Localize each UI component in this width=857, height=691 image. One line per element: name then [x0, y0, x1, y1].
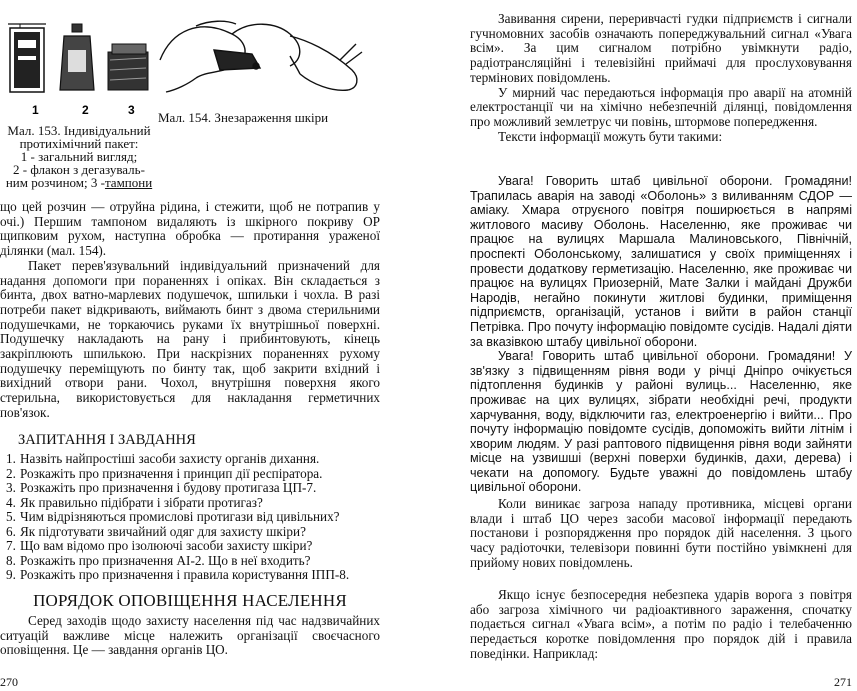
list-item: 4. Як правильно підібрати і зібрати протигаз?: [6, 494, 263, 510]
fig153-caption-line: 1 - загальний вигляд;: [20, 149, 138, 164]
page-number-left: 270: [0, 675, 18, 689]
fig153-caption-line: [2, 176, 156, 189]
packet-general-view-icon: [8, 24, 46, 92]
right-paragraph-5: Якщо існує безпосередня небезпека ударів ворога з повітря або загроза хімічного чи радіоактивного зараження, спочатку подається сигнал «Увага всім», а потім по радіо і телебаченню передається коротке повідомлення про порядок дій і правила поведінки. Наприклад:: [470, 587, 852, 661]
fig153-caption: [2, 124, 156, 189]
list-item: 5. Чим відрізняються промислові протигази від цивільних?: [6, 509, 340, 524]
list-item: 3. Розкажіть про призначення і будову протигаза ЦП-7.: [6, 480, 317, 495]
questions-list: [0, 452, 380, 583]
hands-decontamination-icon: [160, 21, 362, 92]
right-paragraph-2: У мирний час передаються інформація про аварії на атомній електростанції чи на хімічно небезпечній ділянці, повідомлення про можливий землетрус чи повінь, штормове попередження.: [470, 84, 852, 129]
tampons-icon: [108, 44, 148, 90]
questions-title: ЗАПИТАННЯ І ЗАВДАННЯ: [18, 432, 196, 448]
fig153-caption-line: протихімічний пакет:: [19, 136, 139, 151]
fig153-caption-underlined: тампони: [104, 175, 153, 190]
fig153-caption-text: ним розчином; 3 -: [5, 175, 105, 190]
right-paragraph-1: Завивання сирени, переривчасті гудки підприємств і сигнали гучномовних засобів означають попереджувальний сигнал «Увага всім». За цим сигналом потрібно увімкнути радіо, радіотрансляційні і телевізійні приймачі для прослуховування термінових повідомлень.: [470, 11, 852, 85]
quote-flood-warning: Увага! Говорить штаб цивільної оборони. Громадяни! У зв'язку з підвищенням рівня води у річці Дніпро очікується підтоплення будинків у районі вулиць... Населенню, яке проживає на цих вулицях, зібрати необхідні речі, продукти харчування, воду, відключити газ, електроенергію і вийти... Про почуту інформацію повідомте сусідів, допоможіть вийти літнім і хворим людям. У разі раптового підвищення рівня води зайняти місце на узвишші (верхні поверхи будинків, дахи, дерева) і чекати на допомогу. Будьте уважні до повідомлень штабу цивільної оборони.: [470, 349, 852, 495]
fig153-caption-line: Мал. 153. Індивідуальний: [7, 123, 151, 138]
list-item: 7. Що вам відомо про ізолюючі засоби захисту шкіри?: [6, 538, 313, 553]
flask-icon: [60, 24, 94, 90]
quote-ammonia-accident: Увага! Говорить штаб цивільної оборони. Громадяни! Трапилась аварія на заводі «Оболонь» з виливанням СДОР — аміаку. Хмара отруєного повітря поширюється в напрямі житлового масиву Оболонь. Населенню, яке проживає чи працює на вулицях Маршала Малиновського, Північній, проспекті Оболонському, залишатися у своїх приміщеннях і провести додаткову герметизацію. Населенню, яке проживає чи працює на вулицях Приозерній, Мате Залки і майдані Дружби Народів, негайно покинути житлові будинки, приміщення підприємств, організацій, установ і вийти в район станції Петрівка. Про почуту інформацію повідомте сусідів. Надалі діяти за вказівкою штабу цивільної оборони.: [470, 174, 852, 349]
page-number-right: 271: [834, 675, 852, 689]
list-item: 6. Як підготувати звичайний одяг для захисту шкіри?: [6, 523, 306, 539]
list-item: 8. Розкажіть про призначення АІ-2. Що в неї входить?: [6, 552, 311, 568]
list-item: 9. Розкажіть про призначення і правила користування ІПП-8.: [6, 567, 350, 582]
right-paragraph-3: Тексти інформації можуть бути такими:: [498, 128, 723, 144]
left-paragraph-1: що цей розчин — отруйна рідина, і стежити, щоб не потрапив у очі.) Першим тампоном видаляють із шкірного покриву ОР щипковим рухом, наступна обробка — протирання ураженої ділянки (мал. 154).: [0, 199, 380, 259]
list-item: 2. Розкажіть про призначення і принцип дії респіратора.: [6, 465, 323, 481]
fig153-label-1: 1: [32, 103, 39, 117]
right-paragraph-4: Коли виникає загроза нападу противника, місцеві органи влади і штаб ЦО через засоби масової інформації передають постанови і розпорядження про порядок дій населення. З цього часу радіоточки, телевізори повинні бути постійно увімкнені для прийому нових повідомлень.: [470, 496, 852, 570]
section-heading: ПОРЯДОК ОПОВІЩЕННЯ НАСЕЛЕННЯ: [33, 591, 347, 610]
fig153-caption-line: 2 - флакон з дегазуваль-: [13, 162, 145, 177]
fig154-caption: Мал. 154. Знезараження шкіри: [158, 110, 329, 125]
fig153-label-3: 3: [128, 103, 135, 117]
fig153-label-2: 2: [82, 103, 89, 117]
left-paragraph-3: Серед заходів щодо захисту населення під час надзвичайних ситуацій важливе місце належить організації своєчасного оповіщення. Це — завдання органів ЦО.: [0, 613, 380, 658]
list-item: 1. Назвіть найпростіші засоби захисту органів дихання.: [6, 451, 320, 466]
left-paragraph-2: Пакет перев'язувальний індивідуальний призначений для надання допомоги при пораненнях і опіках. Він складається з бинта, двох ватно-марлевих подушечок, шпильки і чохла. В разі потреби пакет відкривають, виймають бинт з двома стерильними подушечками, не торкаючись руками їх внутрішньої поверхні. Подушечку накладають на рану і прибинтовують, кінець закріплюють шпилькою. При наскрізних пораненнях рухому подушечку переміщують по бинту так, щоб закрити вхідний і вихідний отвори рани. Чохол, внутрішня поверхня якого стерильна, використовується для накладання герметичних пов'язок.: [0, 257, 380, 420]
